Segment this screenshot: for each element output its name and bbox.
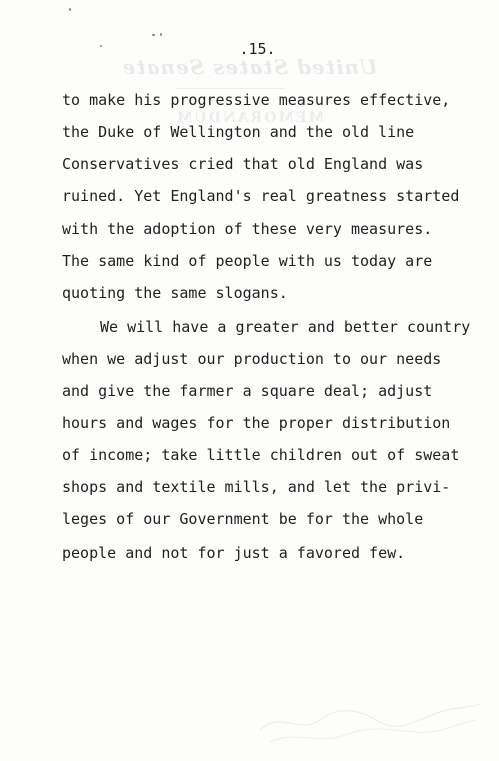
bleed-through-rule	[175, 88, 285, 89]
text-line: when we adjust our production to our needs	[62, 350, 442, 368]
paper-speck	[69, 8, 71, 11]
page-number: .15.	[239, 40, 276, 58]
text-line: people and not for just a favored few.	[62, 544, 406, 562]
text-line: leges of our Government be for the whole	[62, 510, 424, 528]
text-line: with the adoption of these very measures.	[62, 220, 433, 238]
text-line: shops and textile mills, and let the privi-	[62, 478, 451, 496]
text-line: Conservatives cried that old England was	[62, 155, 424, 173]
paper-speck	[160, 33, 162, 36]
text-line: to make his progressive measures effective,	[62, 91, 451, 109]
text-line: hours and wages for the proper distribution	[62, 414, 451, 432]
bleed-through-letterhead: United States Senate	[121, 55, 378, 79]
text-line: quoting the same slogans.	[62, 284, 288, 302]
bleed-through-handwriting	[250, 690, 490, 750]
text-line: the Duke of Wellington and the old line	[62, 123, 415, 141]
text-line: ruined. Yet England's real greatness started	[62, 187, 460, 205]
text-line: and give the farmer a square deal; adjust	[62, 382, 433, 400]
text-line: The same kind of people with us today are	[62, 252, 433, 270]
paragraph-first-line: We will have a greater and better country	[100, 318, 471, 336]
bleed-through-memorandum: MEMORANDUM	[175, 110, 325, 126]
text-line: of income; take little children out of sweat	[62, 446, 460, 464]
paper-speck	[152, 34, 155, 36]
